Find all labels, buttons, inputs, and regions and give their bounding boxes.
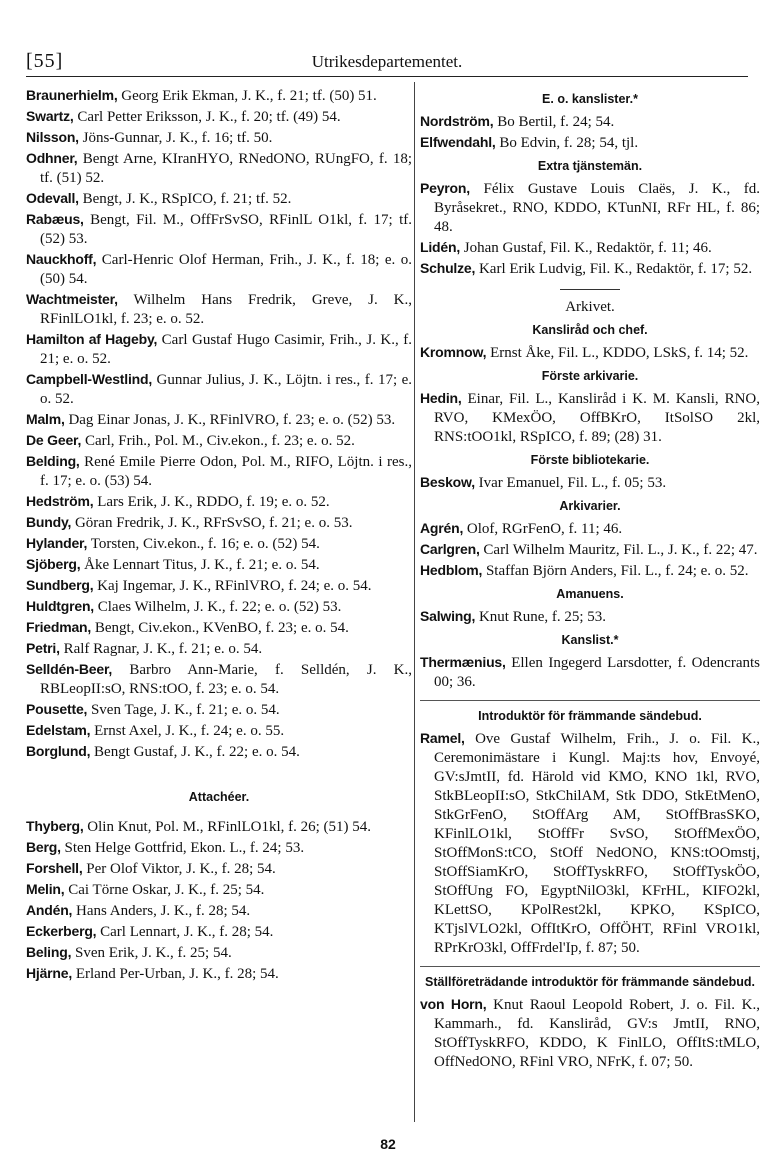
entry-details: Carl-Henric Olof Herman, Frih., J. K., f. 18; e. o. (50) 54. [40,252,412,287]
entry-name: Elfwendahl, [420,134,496,150]
entry [26,452,412,491]
entry-name: Beskow, [420,474,475,490]
entry [26,86,412,106]
entry-details: Jöns-Gunnar, J. K., f. 16; tf. 50. [78,130,273,146]
section-heading-amanuens: Amanuens. [556,587,624,601]
entry [26,513,412,533]
entry-name: Sjöberg, [26,556,81,572]
page-number: 82 [380,1136,396,1152]
entry [26,597,412,617]
entry-details: Cai Törne Oskar, J. K., f. 25; 54. [64,882,265,898]
entry-name: Edelstam, [26,722,91,738]
entry [26,817,412,837]
entry-details: Ellen Ingegerd Larsdotter, f. Odencrants 00; 36. [434,655,760,690]
entry-name: Andén, [26,902,73,918]
entry [420,995,760,1072]
entry-name: von Horn, [420,996,487,1012]
entry-name: Hamilton af Hageby, [26,331,158,347]
entry-details: Dag Einar Jonas, J. K., RFinlVRO, f. 23; e. o. (52) 53. [64,412,396,428]
entry-name: Kromnow, [420,344,487,360]
entry-name: Hedström, [26,493,94,509]
entry-details: Carl Lennart, J. K., f. 28; 54. [96,924,274,940]
entry [26,700,412,720]
entry [420,343,760,363]
entry-details: Carl Wilhelm Mauritz, Fil. L., J. K., f. 22; 47. [479,542,758,558]
entry-name: Ramel, [420,730,465,746]
entry-details: Bengt Arne, KIranHYO, RNedONO, RUngFO, f. 18; tf. (51) 52. [40,151,412,186]
entry [420,179,760,237]
entry-name: Huldtgren, [26,598,94,614]
entry-name: Pousette, [26,701,88,717]
entry-name: Agrén, [420,520,464,536]
entry-name: Schulze, [420,260,476,276]
entry [420,259,760,279]
entry-name: Selldén-Beer, [26,661,113,677]
entry-details: Carl Petter Eriksson, J. K., f. 20; tf. (49) 54. [73,109,341,125]
entry-details: Staffan Björn Anders, Fil. L., f. 24; e. o. 52. [482,563,749,579]
entry-name: Nauckhoff, [26,251,97,267]
separator-rule-full [420,700,760,701]
kanslister-list [420,112,760,153]
entry-details: Hans Anders, J. K., f. 28; 54. [72,903,251,919]
entry [26,838,412,858]
entry [26,922,412,942]
column-divider [414,82,415,1122]
arkivarier-list [420,519,760,581]
entry-name: Bundy, [26,514,72,530]
entry-details: Bo Bertil, f. 24; 54. [493,114,615,130]
entry-name: Melin, [26,881,65,897]
entry [420,607,760,627]
entry-details: Bengt, Civ.ekon., KVenBO, f. 23; e. o. 54. [91,620,349,636]
entry-name: Berg, [26,839,61,855]
entry [26,880,412,900]
extra-list [420,179,760,279]
entry [26,639,412,659]
entry-name: Salwing, [420,608,476,624]
entry-name: Wachtmeister, [26,291,118,307]
entry [26,431,412,451]
entry-details: Einar, Fil. L., Kansliråd i K. M. Kansli, RNO, RVO, KMexÖO, OffBKrO, ItSolSO 2kl, RNS:tOO1kl, RSpICO, f. 89; (28) 31. [434,391,760,445]
entry [26,128,412,148]
entry-name: Thyberg, [26,818,84,834]
entry [420,540,760,560]
entry-details: Claes Wilhelm, J. K., f. 22; e. o. (52) 53. [94,599,342,615]
entry-details: Olof, RGrFenO, f. 11; 46. [463,521,623,537]
entry-details: Olin Knut, Pol. M., RFinlLO1kl, f. 26; (51) 54. [83,819,372,835]
section-heading-extra: Extra tjänstemän. [537,159,643,173]
entry-name: Belding, [26,453,80,469]
entry [26,410,412,430]
entry [26,742,412,762]
entry [420,112,760,132]
entry [26,107,412,127]
entry-name: Hedin, [420,390,462,406]
entry-details: Bo Edvin, f. 28; 54, tjl. [495,135,639,151]
entry [26,370,412,409]
entry [420,519,760,539]
entry-details: Knut Rune, f. 25; 53. [475,609,607,625]
entry [26,576,412,596]
entry-details: Göran Fredrik, J. K., RFrSvSO, f. 21; e. o. 53. [71,515,353,531]
section-heading-attacheer: Attachéer. [188,790,250,804]
entry [26,618,412,638]
entry-name: Friedman, [26,619,92,635]
entry-details: Ivar Emanuel, Fil. L., f. 05; 53. [474,475,667,491]
entry [420,729,760,958]
entry [26,210,412,249]
entry-details: Barbro Ann-Marie, f. Selldén, J. K., RBLeopII:sO, RNS:tOO, f. 23; e. o. 54. [40,662,412,697]
entry-details: Georg Erik Ekman, J. K., f. 21; tf. (50) 51. [117,88,377,104]
page-title: Utrikesdepartementet. [311,52,463,71]
entry-details: Torsten, Civ.ekon., f. 16; e. o. (52) 54. [87,536,320,552]
entry [26,189,412,209]
entry [26,492,412,512]
entry-details: Sven Tage, J. K., f. 21; e. o. 54. [87,702,280,718]
entry-name: De Geer, [26,432,82,448]
page-reference: [55] [26,50,64,72]
entry-name: Thermænius, [420,654,506,670]
entry-details: Erland Per-Urban, J. K., f. 28; 54. [72,966,279,982]
entry-name: Borglund, [26,743,91,759]
section-heading-introduktor: Introduktör för främmande sändebud. [478,709,702,723]
entry [26,149,412,188]
separator-rule-full-2 [420,966,760,967]
entry-details: Carl, Frih., Pol. M., Civ.ekon., f. 23; e. o. 52. [81,433,355,449]
entry [26,555,412,575]
section-heading-forste-bibliotekarie: Förste bibliotekarie. [530,453,650,467]
entry-details: Ralf Ragnar, J. K., f. 21; e. o. 54. [59,641,263,657]
section-heading-kanslirad: Kansliråd och chef. [532,323,648,337]
entry-name: Campbell-Westlind, [26,371,153,387]
entry [420,133,760,153]
entry-name: Braunerhielm, [26,87,118,103]
entry [26,964,412,984]
entry-name: Hjärne, [26,965,73,981]
entry-name: Lidén, [420,239,461,255]
entry-details: Johan Gustaf, Fil. K., Redaktör, f. 11; 46. [460,240,712,256]
entry-name: Malm, [26,411,65,427]
section-heading-arkivet: Arkivet. [565,299,615,315]
right-column [420,86,760,1073]
entry-details: Bengt, J. K., RSpICO, f. 21; tf. 52. [78,191,292,207]
entry-details: Bengt Gustaf, J. K., f. 22; e. o. 54. [90,744,300,760]
entry-name: Peyron, [420,180,470,196]
introduktor-list [420,729,760,958]
amanuens-list [420,607,760,627]
section-heading-arkivarier: Arkivarier. [559,499,621,513]
entry-details: Lars Erik, J. K., RDDO, f. 19; e. o. 52. [93,494,330,510]
separator-rule [560,289,620,290]
kanslirad-list [420,343,760,363]
entry-name: Petri, [26,640,60,656]
entry-name: Odevall, [26,190,79,206]
entry [26,660,412,699]
entry-details: Ernst Åke, Fil. L., KDDO, LSkS, f. 14; 52. [486,345,749,361]
entry [26,859,412,879]
forste-bibliotekarie-list [420,473,760,493]
entry [420,561,760,581]
entry [26,534,412,554]
entry-name: Hedblom, [420,562,483,578]
entry-details: Karl Erik Ludvig, Fil. K., Redaktör, f. 17; 52. [475,261,753,277]
running-header [26,50,748,77]
entry-details: Sten Helge Gottfrid, Ekon. L., f. 24; 53. [60,840,305,856]
entry [26,943,412,963]
entry [26,901,412,921]
entry-name: Swartz, [26,108,74,124]
entry-details: Félix Gustave Louis Claës, J. K., fd. Byråsekret., RNO, KDDO, KTunNI, RFr HL, f. 86; 48. [434,181,760,235]
entry-details: Kaj Ingemar, J. K., RFinlVRO, f. 24; e. o. 54. [93,578,372,594]
entry-name: Hylander, [26,535,88,551]
forste-arkivarie-list [420,389,760,447]
entry-details: Knut Raoul Leopold Robert, J. o. Fil. K., Kammarh., fd. Kansliråd, GV:s JmtII, RNO, StOffTyskRFO, KDDO, K FinlLO, OffItS:tMLO, OffNedONO, RFinl VRO, NFrK, f. 07; 50. [434,997,761,1070]
entry [26,290,412,329]
sekreterare-list [26,86,412,762]
entry-name: Forshell, [26,860,83,876]
entry [420,238,760,258]
entry-details: Ove Gustaf Wilhelm, Frih., J. o. Fil. K., Ceremonimästare i Kungl. Maj:ts hov, Envoyé, GV:sJmtII, fd. Härold vid KMO, KNO 1kl, RVO, StkBLeopII:sO, StkChilAM, Stk DDO, StkEtMenO, StkGrFenO, StOffArg AM, StOffBrasSKO, KFinlLO1kl, StOffFr SvSO, StOffMexÖO, StOffMonS:tCO, StOff NedONO, KNS:tOOmstj, StOffSiamKrO, StOffTyskRFO, StOffTyskÖO, StOffUng FO, EgyptNilO3kl, KFrHL, KIFO2kl, KLettSO, KPolRest2kl, KPKO, KSpICO, KTjslVLO2kl, OffItKrO, OffÖHT, RFinl VRO1kl, RPrKrO3kl, OffFrdel'Ip, f. 87; 50. [434,731,760,956]
entry-details: Sven Erik, J. K., f. 25; 54. [71,945,232,961]
section-heading-kanslister: E. o. kanslister.* [542,92,638,106]
entry-details: Wilhelm Hans Fredrik, Greve, J. K., RFinlLO1kl, f. 23; e. o. 52. [40,292,412,327]
entry-details: Gunnar Julius, J. K., Löjtn. i res., f. 17; e. o. 52. [40,372,412,407]
stallforetradande-list [420,995,760,1072]
entry [420,473,760,493]
entry-name: Carlgren, [420,541,480,557]
section-heading-kanslist: Kanslist.* [561,633,619,647]
entry-details: Carl Gustaf Hugo Casimir, Frih., J. K., f. 21; e. o. 52. [40,332,412,367]
entry [420,389,760,447]
entry-name: Rabæus, [26,211,84,227]
entry [26,721,412,741]
entry-name: Odhner, [26,150,78,166]
entry [420,653,760,692]
entry-name: Eckerberg, [26,923,97,939]
section-heading-stallforetradande: Ställföreträdande introduktör för främmande sändebud. [425,975,755,989]
entry [26,250,412,289]
section-heading-forste-arkivarie: Förste arkivarie. [541,369,639,383]
kanslist-list [420,653,760,692]
entry-details: Per Olof Viktor, J. K., f. 28; 54. [82,861,276,877]
entry-name: Beling, [26,944,72,960]
entry-details: Åke Lennart Titus, J. K., f. 21; e. o. 54. [80,557,320,573]
entry-details: Ernst Axel, J. K., f. 24; e. o. 55. [90,723,285,739]
left-column [26,86,412,985]
entry-details: René Emile Pierre Odon, Pol. M., RIFO, Löjtn. i res., f. 17; e. o. (53) 54. [40,454,412,489]
entry-details: Bengt, Fil. M., OffFrSvSO, RFinlL O1kl, f. 17; tf. (52) 53. [40,212,412,247]
entry-name: Nilsson, [26,129,79,145]
attache-list [26,817,412,984]
entry-name: Nordström, [420,113,494,129]
entry [26,330,412,369]
entry-name: Sundberg, [26,577,94,593]
